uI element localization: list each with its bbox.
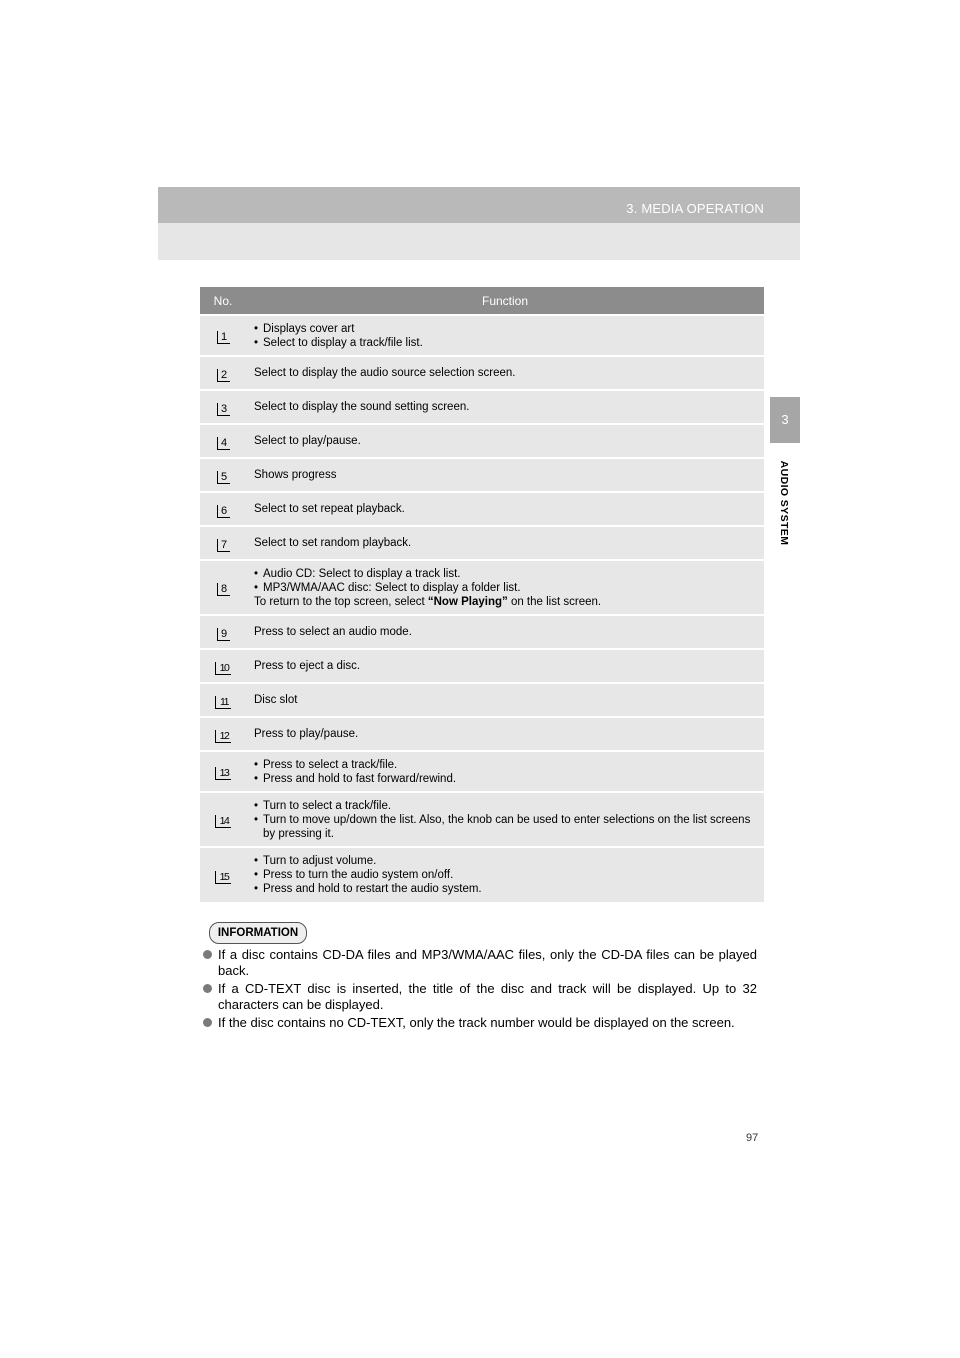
information-list: [203, 947, 757, 1033]
list-item: • Turn to move up/down the list. Also, the knob can be used to enter selections on the list screens by pressing it.: [254, 813, 751, 840]
row-number: 3: [217, 403, 230, 416]
information-item: If a CD-TEXT disc is inserted, the title of the disc and track will be displayed. Up to 32 characters can be displayed.: [203, 981, 757, 1013]
col-function-header: Function: [246, 287, 764, 315]
table-row: [200, 560, 764, 615]
row-function: Select to play/pause.: [246, 424, 764, 458]
row-number: 5: [217, 471, 230, 484]
row-function: Select to display the audio source selection screen.: [246, 356, 764, 390]
row-number: 4: [217, 437, 230, 450]
chapter-label: [774, 452, 794, 562]
row-number: 2: [217, 369, 230, 382]
row-function: Press to eject a disc.: [246, 649, 764, 683]
bullet-icon: [203, 984, 212, 993]
table-row: [200, 649, 764, 683]
row-number: 11: [215, 696, 231, 709]
row-number: 8: [217, 583, 230, 596]
table-row: [200, 792, 764, 847]
row-function: Press to play/pause.: [246, 717, 764, 751]
information-item: If a disc contains CD-DA files and MP3/WMA/AAC files, only the CD-DA files can be played back.: [203, 947, 757, 979]
header-bar: [158, 187, 800, 223]
list-item: • Press and hold to restart the audio system.: [254, 883, 482, 895]
row-number: 6: [217, 505, 230, 518]
row-function: Shows progress: [246, 458, 764, 492]
information-badge: INFORMATION: [209, 922, 307, 944]
row-number: 7: [217, 539, 230, 552]
table-row: [200, 424, 764, 458]
information-item: If the disc contains no CD-TEXT, only the track number would be displayed on the screen.: [203, 1015, 757, 1031]
table-row: [200, 458, 764, 492]
chapter-tab: 3: [770, 397, 800, 443]
section-title: 3. MEDIA OPERATION: [626, 201, 764, 216]
header-subbar: [158, 223, 800, 260]
list-item: • Turn to select a track/file.: [254, 799, 392, 812]
table-row: [200, 356, 764, 390]
row-function: Select to set random playback.: [246, 526, 764, 560]
row-number: 10: [215, 662, 231, 675]
col-no-header: No.: [200, 287, 246, 315]
table-row: [200, 847, 764, 902]
table-row: [200, 492, 764, 526]
row-function: Select to display the sound setting screen.: [246, 390, 764, 424]
page-number: 97: [746, 1132, 759, 1144]
list-item: • MP3/WMA/AAC disc: Select to display a folder list.: [254, 581, 521, 594]
table-row: [200, 717, 764, 751]
row-number: 14: [215, 815, 231, 828]
row-number: 1: [217, 331, 230, 344]
table-row: [200, 683, 764, 717]
list-item: • Turn to adjust volume.: [254, 855, 377, 867]
row-number: 13: [215, 767, 231, 780]
row-number: 12: [215, 730, 231, 743]
table-row: [200, 615, 764, 649]
function-table: [200, 287, 764, 902]
table-row: [200, 526, 764, 560]
table-row: [200, 315, 764, 356]
bullet-icon: [203, 950, 212, 959]
list-note: To return to the top screen, select “Now Playing” on the list screen.: [254, 595, 602, 608]
table-row: [200, 751, 764, 792]
list-item: • Press and hold to fast forward/rewind.: [254, 772, 457, 785]
chapter-label-text: AUDIO SYSTEM: [778, 460, 790, 546]
bullet-icon: [203, 1018, 212, 1027]
now-playing-label: “Now Playing”: [427, 595, 508, 608]
list-item: • Displays cover art: [254, 322, 355, 335]
row-function: Disc slot: [246, 683, 764, 717]
list-item: • Press to turn the audio system on/off.: [254, 869, 454, 881]
row-function: Select to set repeat playback.: [246, 492, 764, 526]
list-item: • Select to display a track/file list.: [254, 336, 423, 349]
row-number: 9: [217, 628, 230, 641]
list-item: • Audio CD: Select to display a track list.: [254, 567, 461, 580]
row-function: Press to select an audio mode.: [246, 615, 764, 649]
row-number: 15: [215, 871, 231, 884]
list-item: • Press to select a track/file.: [254, 758, 398, 771]
table-row: [200, 390, 764, 424]
